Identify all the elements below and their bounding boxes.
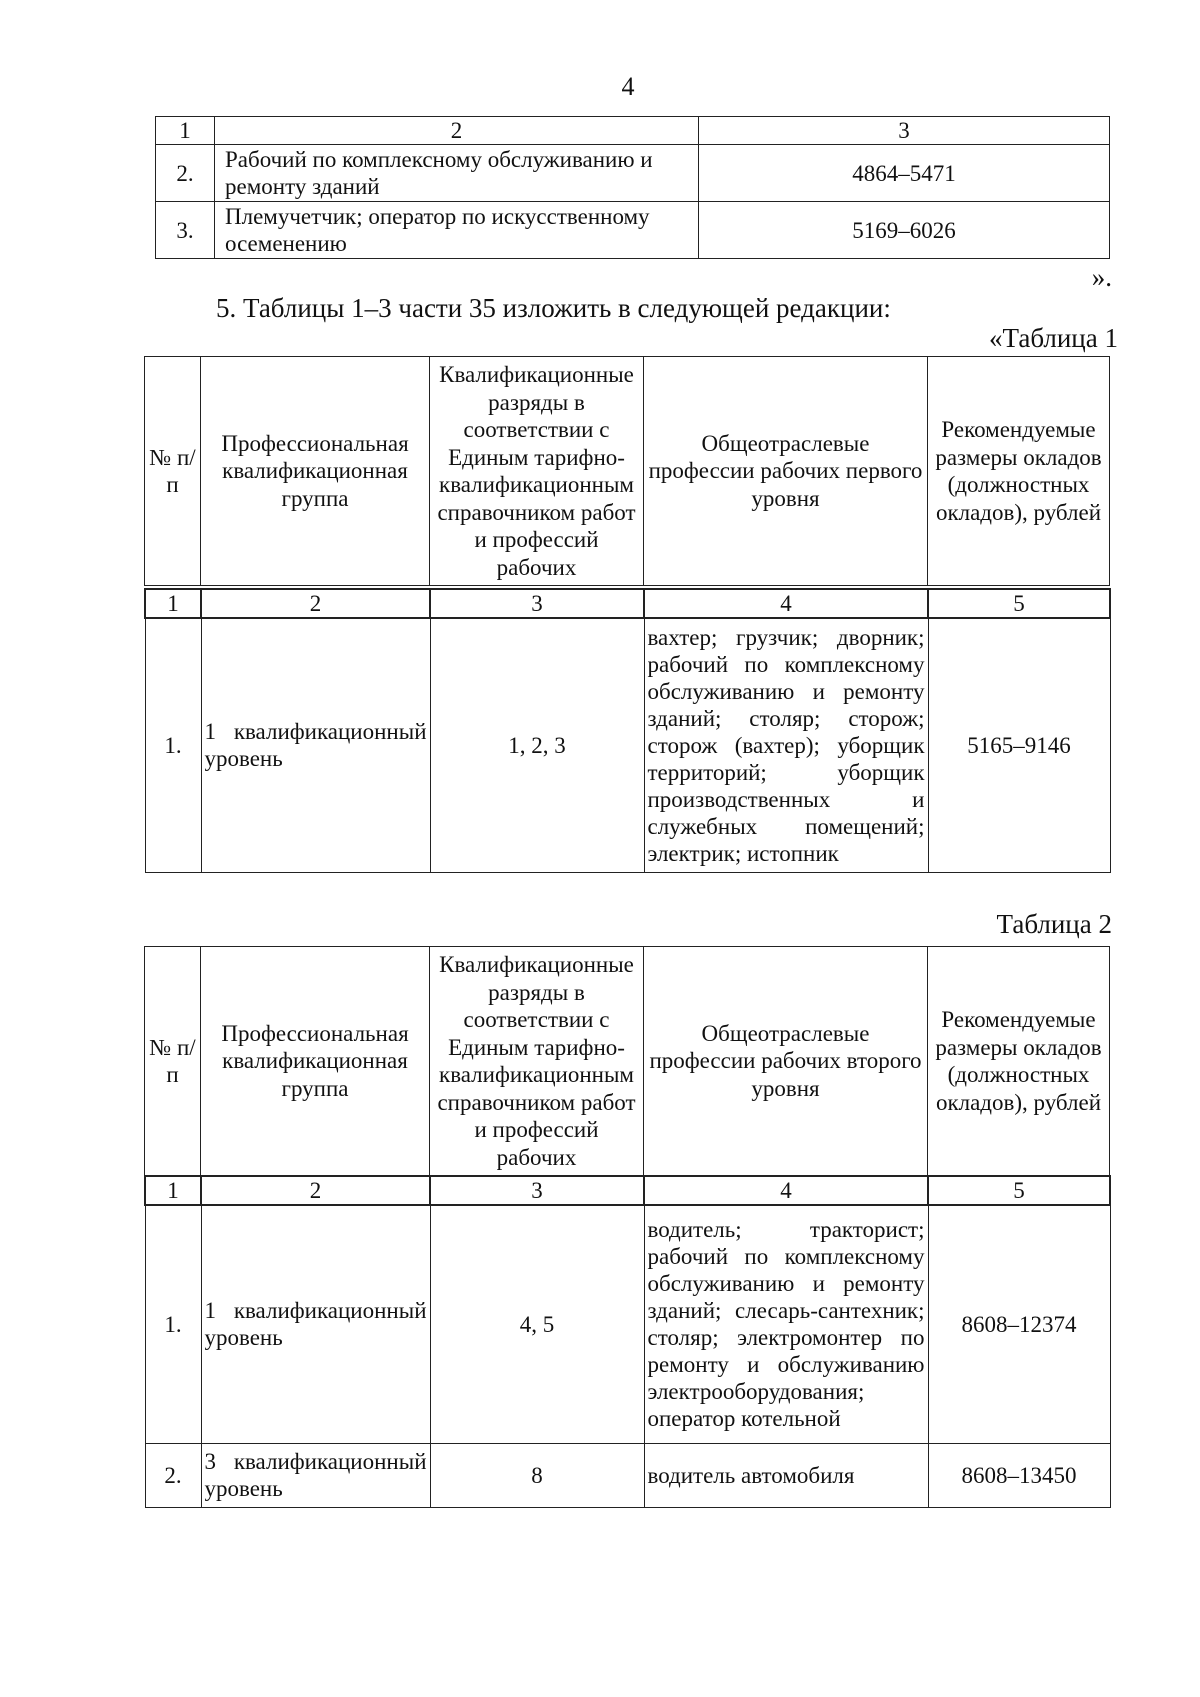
header-number: № п/п	[145, 357, 201, 586]
row-number: 2.	[156, 145, 215, 202]
table-row	[145, 618, 1110, 872]
table-1-caption: «Таблица 1	[989, 323, 1118, 353]
row-number: 1.	[145, 618, 201, 872]
qualification-level: 1 квалификационный уровень	[201, 1205, 430, 1443]
salary-range: 8608–13450	[928, 1443, 1110, 1507]
salary-range: 5169–6026	[699, 202, 1110, 259]
table-2-body	[144, 1175, 1111, 1508]
table-row	[145, 1205, 1110, 1443]
qualification-level: 3 квалификационный уровень	[201, 1443, 430, 1507]
column-number: 5	[928, 1176, 1110, 1205]
grades: 8	[430, 1443, 644, 1507]
professions: водитель автомобиля	[644, 1443, 928, 1507]
table-2-caption: Таблица 2	[996, 909, 1112, 939]
table-1-header	[144, 356, 1110, 586]
column-number: 3	[430, 1176, 644, 1205]
column-number: 2	[201, 589, 430, 618]
column-number: 4	[644, 1176, 928, 1205]
header-group: Профессиональная квалификационная группа	[201, 357, 430, 586]
professions: вахтер; грузчик; дворник; рабочий по комплексному обслуживанию и ремонту зданий; столяр; сторож; сторож (вахтер); уборщик территорий; уборщик производственных и служебных помещений; электрик; истопник	[644, 618, 928, 872]
column-number: 3	[430, 589, 644, 618]
table-row	[156, 202, 1110, 259]
row-number: 1.	[145, 1205, 201, 1443]
header-number: № п/п	[145, 947, 201, 1176]
column-number: 4	[644, 589, 928, 618]
column-number: 1	[145, 1176, 201, 1205]
table-row	[145, 1443, 1110, 1507]
professions: водитель; тракторист; рабочий по комплексному обслуживанию и ремонту зданий; слесарь-сантехник; столяр; электромонтер по ремонту и обслуживанию электрооборудования; оператор котельной	[644, 1205, 928, 1443]
table-row	[156, 145, 1110, 202]
grades: 4, 5	[430, 1205, 644, 1443]
profession-name: Рабочий по комплексному обслуживанию и ремонту зданий	[215, 145, 699, 202]
salary-range: 8608–12374	[928, 1205, 1110, 1443]
column-number: 5	[928, 589, 1110, 618]
row-number: 2.	[145, 1443, 201, 1507]
row-number: 3.	[156, 202, 215, 259]
page-number: 4	[621, 72, 635, 101]
closing-quote: ».	[1091, 262, 1112, 292]
header-salary: Рекомендуемые размеры окладов (должностных окладов), рублей	[928, 357, 1110, 586]
column-number: 1	[145, 589, 201, 618]
salary-range: 5165–9146	[928, 618, 1110, 872]
header-grades: Квалификационные разряды в соответствии с Единым тарифно-квалификационным справочником работ и профессий рабочих	[430, 947, 644, 1176]
header-salary: Рекомендуемые размеры окладов (должностных окладов), рублей	[928, 947, 1110, 1176]
qualification-level: 1 квалификационный уровень	[201, 618, 430, 872]
column-number: 1	[156, 117, 215, 145]
header-group: Профессиональная квалификационная группа	[201, 947, 430, 1176]
column-number: 2	[215, 117, 699, 145]
column-number: 3	[699, 117, 1110, 145]
header-professions: Общеотраслевые профессии рабочих первого уровня	[644, 357, 928, 586]
instruction-text: 5. Таблицы 1–3 части 35 изложить в следующей редакции:	[216, 293, 891, 323]
table-1-body	[144, 588, 1111, 873]
column-number: 2	[201, 1176, 430, 1205]
profession-name: Племучетчик; оператор по искусственному осеменению	[215, 202, 699, 259]
salary-range: 4864–5471	[699, 145, 1110, 202]
header-grades: Квалификационные разряды в соответствии с Единым тарифно-квалификационным справочником работ и профессий рабочих	[430, 357, 644, 586]
previous-table	[155, 116, 1110, 259]
table-2-header	[144, 946, 1110, 1176]
header-professions: Общеотраслевые профессии рабочих второго уровня	[644, 947, 928, 1176]
grades: 1, 2, 3	[430, 618, 644, 872]
